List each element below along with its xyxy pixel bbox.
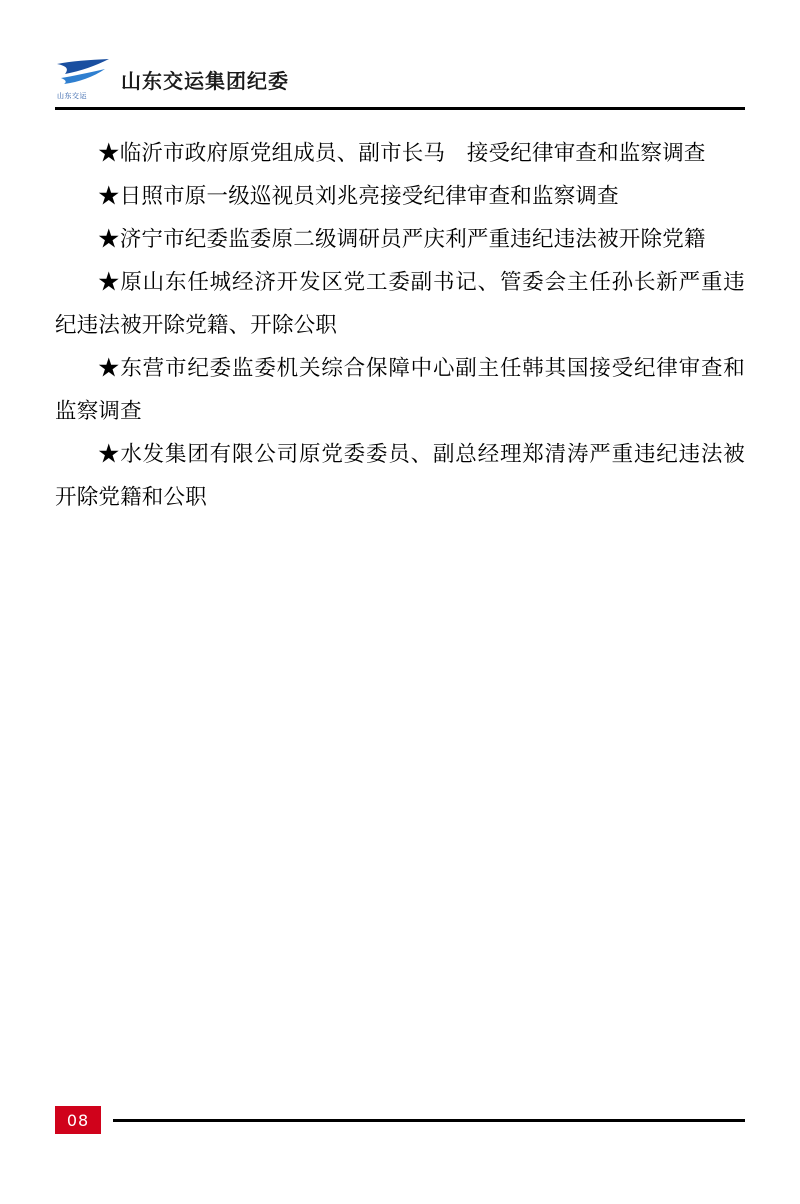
article-body [55,132,745,519]
page-number-badge: 08 [55,1106,101,1134]
header-inner [55,55,745,103]
footer-divider [113,1119,745,1122]
logo-caption: 山东交运 [57,92,87,100]
article-paragraph: ★济宁市纪委监委原二级调研员严庆利严重违纪违法被开除党籍 [98,227,706,251]
article-paragraph: ★东营市纪委监委机关综合保障中心副主任韩其国接受纪律审查和监察调查 [55,356,745,423]
article-paragraph: ★水发集团有限公司原党委委员、副总经理郑清涛严重违纪违法被开除党籍和公职 [55,442,745,509]
header-divider [55,107,745,110]
article-paragraph: ★临沂市政府原党组成员、副市长马 接受纪律审查和监察调查 [98,141,706,165]
article-paragraph: ★日照市原一级巡视员刘兆亮接受纪律审查和监察调查 [98,184,619,208]
article-paragraph: ★原山东任城经济开发区党工委副书记、管委会主任孙长新严重违纪违法被开除党籍、开除公职 [55,270,745,337]
page-header [55,55,745,111]
page-footer [55,1106,745,1136]
page-title: 山东交运集团纪委 [121,68,289,93]
shandong-jiaoyun-logo [55,58,111,100]
